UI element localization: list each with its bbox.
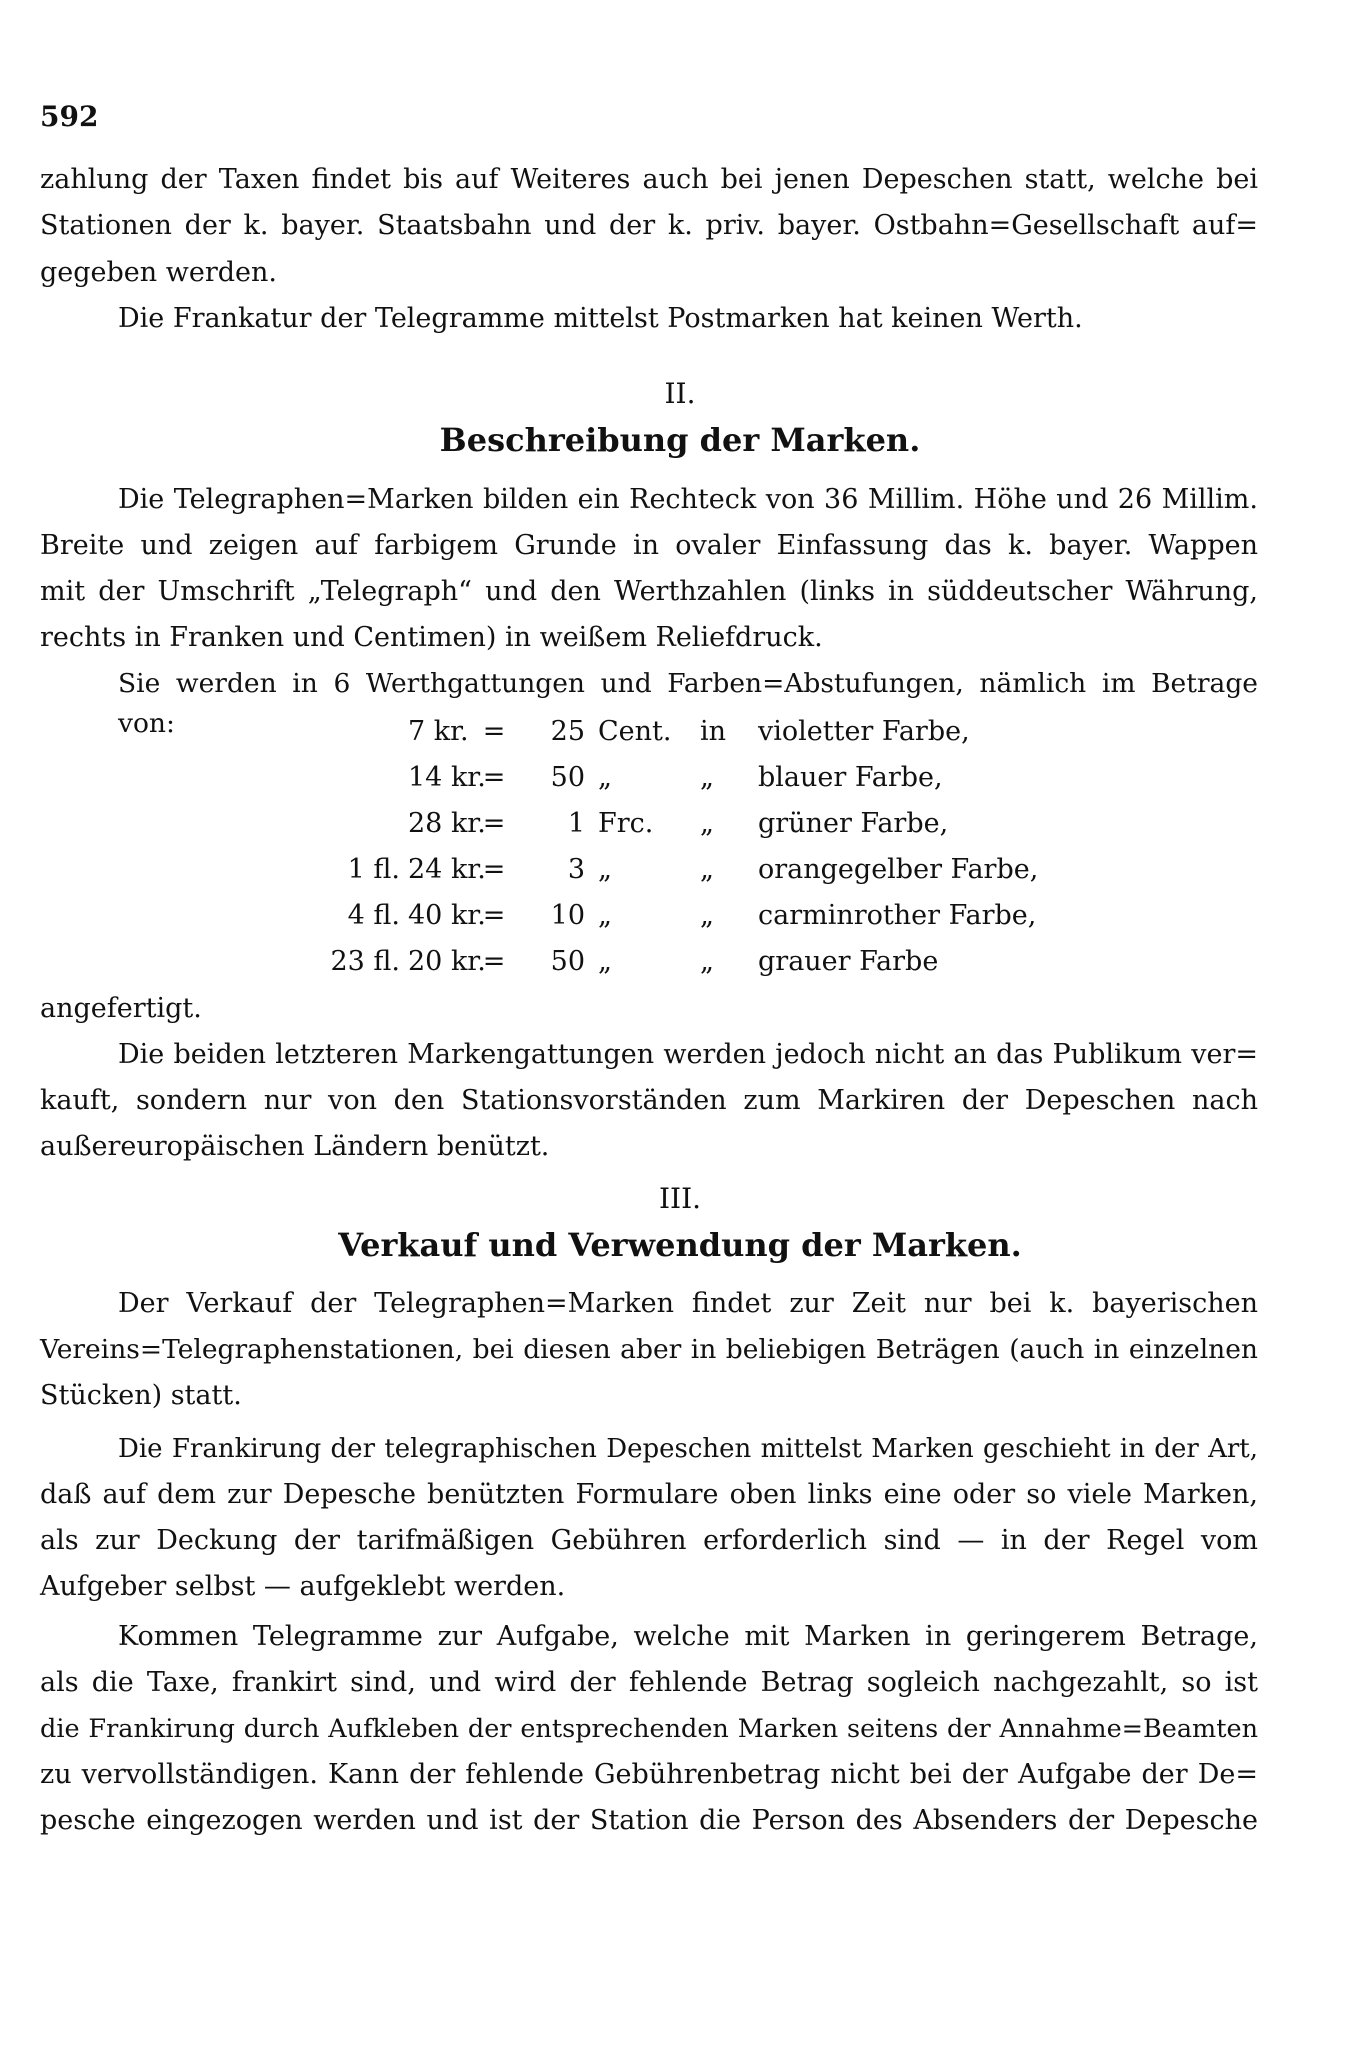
unit-cell: Cent. xyxy=(598,716,672,747)
equals-cell: = xyxy=(482,762,506,793)
color-cell: grauer Farbe xyxy=(758,946,939,977)
text-line: Sie werden in 6 Werthgattungen und Farben=Abstufungen, nämlich im Betrage von: xyxy=(118,668,1258,739)
color-cell: violetter Farbe, xyxy=(758,716,970,747)
unit-cell: Frc. xyxy=(598,808,654,839)
text-line: kauft, sondern nur von den Stationsvorständen zum Markiren der Depeschen nach xyxy=(40,1085,1258,1116)
text-line: rechts in Franken und Centimen) in weißem Reliefdruck. xyxy=(40,622,823,653)
section-numeral: II. xyxy=(664,377,696,410)
text-line: Die Frankatur der Telegramme mittelst Postmarken hat keinen Werth. xyxy=(118,303,1083,334)
text-line: zahlung der Taxen findet bis auf Weiteres auch bei jenen Depeschen statt, welche bei xyxy=(40,164,1258,195)
text-line: Breite und zeigen auf farbigem Grunde in ovaler Einfassung das k. bayer. Wappen xyxy=(40,530,1258,561)
section-numeral: III. xyxy=(658,1182,702,1215)
equals-cell: = xyxy=(482,808,506,839)
value-cell: 50 xyxy=(550,946,585,977)
text-line: angefertigt. xyxy=(40,993,202,1024)
text-line: außereuropäischen Ländern benützt. xyxy=(40,1131,550,1162)
fl-cell: 1 fl. xyxy=(347,854,400,885)
text-line: daß auf dem zur Depesche benützten Formulare oben links eine oder so viele Marken, xyxy=(40,1479,1258,1510)
fl-cell: 4 fl. xyxy=(347,900,400,931)
unit-cell: „ xyxy=(598,854,612,885)
text-line: Die Telegraphen=Marken bilden ein Rechteck von 36 Millim. Höhe und 26 Millim. xyxy=(118,484,1258,515)
text-line: als zur Deckung der tarifmäßigen Gebühren erforderlich sind — in der Regel vom xyxy=(40,1525,1258,1556)
unit-cell: „ xyxy=(598,946,612,977)
text-line: zu vervollständigen. Kann der fehlende Gebührenbetrag nicht bei der Aufgabe der De= xyxy=(40,1759,1258,1790)
value-cell: 50 xyxy=(550,762,585,793)
text-line: Die beiden letzteren Markengattungen werden jedoch nicht an das Publikum ver= xyxy=(118,1039,1258,1070)
equals-cell: = xyxy=(482,900,506,931)
text-line: gegeben werden. xyxy=(40,257,277,288)
kr-cell: 40 kr. xyxy=(408,900,486,931)
prep-cell: „ xyxy=(700,900,714,931)
kr-cell: 20 kr. xyxy=(408,946,486,977)
equals-cell: = xyxy=(482,854,506,885)
equals-cell: = xyxy=(482,716,506,747)
equals-cell: = xyxy=(482,946,506,977)
text-line: die Frankirung durch Aufkleben der entsprechenden Marken seitens der Annahme=Beamten xyxy=(40,1714,1258,1744)
value-cell: 10 xyxy=(550,900,585,931)
text-line: Stationen der k. bayer. Staatsbahn und der k. priv. bayer. Ostbahn=Gesellschaft auf= xyxy=(40,210,1258,241)
color-cell: orangegelber Farbe, xyxy=(758,854,1039,885)
prep-cell: „ xyxy=(700,854,714,885)
text-line: als die Taxe, frankirt sind, und wird der fehlende Betrag sogleich nachgezahlt, so ist xyxy=(40,1667,1258,1698)
kr-cell: 28 kr. xyxy=(408,808,486,839)
unit-cell: „ xyxy=(598,762,612,793)
prep-cell: „ xyxy=(700,762,714,793)
text-line: mit der Umschrift „Telegraph“ und den Werthzahlen (links in süddeutscher Währung, xyxy=(40,576,1258,607)
prep-cell: „ xyxy=(700,946,714,977)
color-cell: blauer Farbe, xyxy=(758,762,943,793)
kr-cell: 14 kr. xyxy=(408,762,486,793)
value-cell: 3 xyxy=(567,854,585,885)
text-line: Kommen Telegramme zur Aufgabe, welche mit Marken in geringerem Betrage, xyxy=(118,1621,1258,1652)
text-line: Aufgeber selbst — aufgeklebt werden. xyxy=(40,1571,566,1602)
prep-cell: in xyxy=(700,716,727,747)
page-number: 592 xyxy=(40,100,99,133)
text-line: pesche eingezogen werden und ist der Station die Person des Absenders der Depesche xyxy=(40,1805,1258,1836)
kr-cell: 24 kr. xyxy=(408,854,486,885)
section-heading: Beschreibung der Marken. xyxy=(439,421,921,459)
text-line: Die Frankirung der telegraphischen Depeschen mittelst Marken geschieht in der Art, xyxy=(118,1434,1258,1464)
fl-cell: 23 fl. xyxy=(330,946,400,977)
text-line: Vereins=Telegraphenstationen, bei diesen aber in beliebigen Beträgen (auch in einzelnen xyxy=(40,1334,1258,1365)
text-line: Der Verkauf der Telegraphen=Marken findet zur Zeit nur bei k. bayerischen xyxy=(118,1288,1258,1319)
section-heading: Verkauf und Verwendung der Marken. xyxy=(338,1226,1022,1264)
text-line: Stücken) statt. xyxy=(40,1380,242,1411)
value-cell: 1 xyxy=(567,808,585,839)
unit-cell: „ xyxy=(598,900,612,931)
color-cell: grüner Farbe, xyxy=(758,808,949,839)
prep-cell: „ xyxy=(700,808,714,839)
kr-cell: 7 kr. xyxy=(408,716,469,747)
value-cell: 25 xyxy=(550,716,585,747)
color-cell: carminrother Farbe, xyxy=(758,900,1037,931)
